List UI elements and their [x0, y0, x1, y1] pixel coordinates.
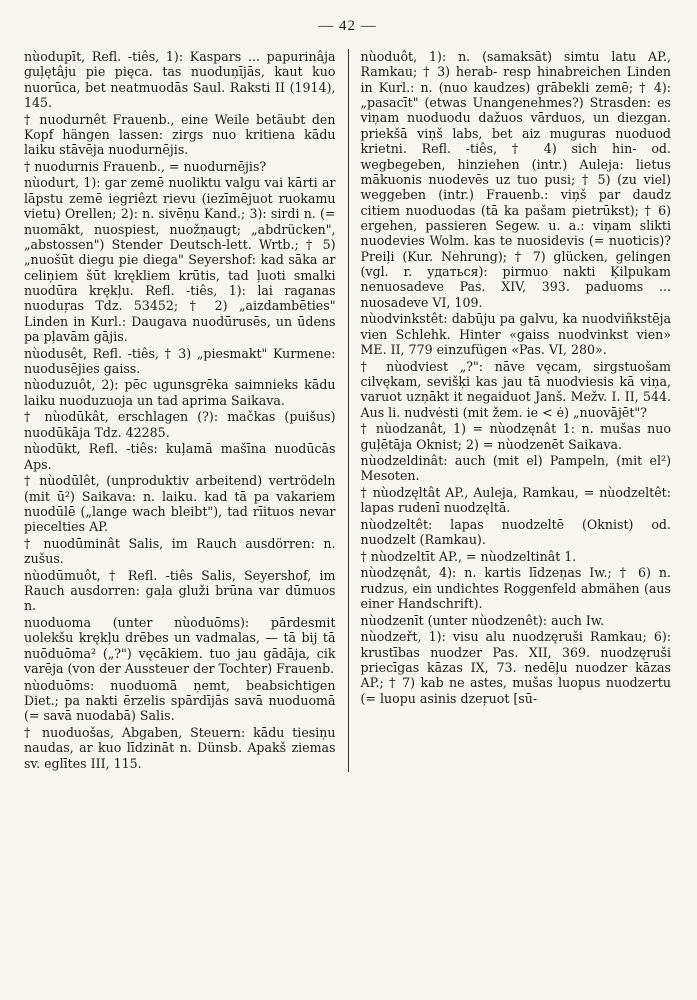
- dictionary-entry: nùodūmuôt, † Refl. -tiês Salis, Seyershof, im Rauch ausdorren: gaļa gluži brūna var dūmuos n.: [24, 567, 336, 614]
- dictionary-entry: nùoduōms: nuoduomā ņemt, beabsichtigen Diet.; pa nakti ērzelis spārdījās savā nuoduomā (= savā nuodabā) Salis.: [24, 677, 336, 724]
- dictionary-entry: † nuodūminât Salis, im Rauch ausdörren: n. zušus.: [24, 535, 336, 567]
- dictionary-entry: nùodūkt, Refl. -tiês: kuļamā mašīna nuodūcās Aps.: [24, 441, 336, 472]
- dictionary-entry: nùodzęnât, 4): n. kartis līdzeņas Iw.; † 6) n. rudzus, ein undichtes Roggenfeld abmähen (aus einer Handschrift).: [360, 565, 671, 612]
- dictionary-entry: † nùodviest „?": nāve vęcam, sirgstuošam cilvękam, sevišķi kas jau tā nuodviesis kā viņa, varuot uzņākt it negaiduot Janš. Mežv. I. II, 544. Aus li. nudvėsti (mit žem. ie < ė) „nuovājēt"?: [360, 358, 671, 420]
- dictionary-entry: nùodusêt, Refl. -tiês, † 3) „piesmakt" Kurmene: nuodusējies gaiss.: [24, 345, 336, 376]
- dictionary-entry: nùodzeldinât: auch (mit el) Pampeln, (mit el²) Mesoten.: [360, 453, 671, 484]
- dictionary-entry: † nùodzeltīt AP., = nùodzeltinât 1.: [360, 548, 577, 564]
- dictionary-entry: † nuoduošas, Abgaben, Steuern: kādu tiesiņu naudas, ar kuo līdzināt n. Dünsb. Apakš ziemas sv. eglītes III, 115.: [24, 724, 336, 771]
- dictionary-entry: † nùodzęltât AP., Auleja, Ramkau, = nùodzeltêt: lapas rudenī nuodzęltā.: [360, 485, 671, 516]
- dictionary-entry: † nùodūkât, erschlagen (?): mačkas (puišus) nuodūkāja Tdz. 42285.: [24, 409, 336, 440]
- columns: [24, 49, 671, 772]
- dictionary-entry: nuoduoma (unter nùoduōms): pārdesmit uolekšu krękļu drēbes un vadmalas, — tā bij tā nuōduōma² („?") vęcākiem. tuo jau gādāja, cik varēja (von der Aussteuer der Tochter) Frauenb.: [24, 615, 336, 677]
- dictionary-entry: nùodvinkstêt: dabūju pa galvu, ka nuodviñkstēja vien Schlehk. Hinter «gaiss nuodvinkst vien» ME. II, 779 einzufügen «Pas. VI, 280».: [360, 311, 671, 358]
- left-column: [24, 49, 348, 772]
- dictionary-entry: nùoduzuôt, 2): pēc ugunsgrēka saimnieks kādu laiku nuoduzuoja un tad aprima Saikava.: [24, 377, 336, 408]
- dictionary-entry: nùodzeltêt: lapas nuodzeltē (Oknist) od. nuodzelt (Ramkau).: [360, 516, 671, 548]
- dictionary-entry: † nùodzanât, 1) = nùodzęnât 1: n. mušas nuo guļētāja Oknist; 2) = nùodzenēt Saikava.: [360, 421, 671, 452]
- dictionary-entry: nùodzenīt (unter nùodzenêt): auch Iw.: [360, 612, 605, 628]
- dictionary-entry: † nuodurnis Frauenb., = nuodurnējis?: [24, 158, 267, 174]
- dictionary-entry: nùodzeřt, 1): visu alu nuodzęruši Ramkau; 6): krustības nuodzer Pas. XII, 369. nuodzęruši priecīgas kāzas IX, 73. nedēļu nuodzer kāzas AP.; † 7) kab ne astes, mušas luopus nuodzertu (= luopu asinis dzeŗuot [sū-: [360, 629, 671, 706]
- dictionary-entry: nùodurt, 1): gar zemē nuoliktu valgu vai kārti ar lāpstu zemē iegriêzt rievu (iezīmējuot ruokamu vietu) Orellen; 2): n. sivēņu Kand.; 3): sirdi n. (= nuomākt, nuospiest, nuožņaugt; „abdrücken", „abstossen") Stender Deutsch-lett. Wrtb.; † 5) „nuošūt diegu pie diega" Seyershof: kad sāka ar celiņiem šūt krękliem krūtis, tad ļuoti smalki nuodūra krękļu. Refl. -tiês, 1): lai raganas nuoduŗas Tdz. 53452; † 2) „aizdambēties" Linden in Kurl.: Daugava nuodūrusēs, un ūdens pa pļavām gājis.: [24, 175, 336, 345]
- dictionary-entry: nùoduôt, 1): n. (samaksāt) simtu latu AP., Ramkau; † 3) herab- resp hinabreichen Linden in Kurl.: n. (nuo kaudzes) grābekli zemē; † 4): „pasacīt" (etwas Unangenehmes?) Strasden: es viņam nuoduodu dažuos vārduos, un diezgan. priekšā viņš labs, bet aiz muguras nuoduod krietni. Refl. -tiês, † 4) sich hin- od. wegbegeben, hinziehen (intr.) Auleja: lietus mākuonis nuodevēs uz tuo pusi; † 5) (zu viel) weggeben (intr.) Frauenb.: viņš par daudz citiem nuoduodas (tā ka pašam pietrūkst); † 6) ergehen, passieren Segew. u. a.: viņam slikti nuodevies Wolm. kas te nuosidevis (= nuoticis)? Preiļi (Kur. Nehrung); † 7) glücken, gelingen (vgl. r. удаться): pirmuo nakti Ķilpukam nenuosadeve Pas. XIV, 393. paduoms ... nuosadeve VI, 109.: [360, 49, 671, 310]
- page-number: — 42 —: [318, 18, 377, 34]
- dictionary-entry: † nùodūlêt, (unproduktiv arbeitend) vertrödeln (mit ū²) Saikava: n. laiku. kad tā pa vakariem nuodūlē („lange wach bleibt"), tad rīituos nevar piecelties AP.: [24, 473, 336, 535]
- dictionary-entry: nùodupīt, Refl. -tiês, 1): Kaspars ... papurinâja guļętâju pie pięca. tas nuoduņījās, kaut kuo nuorūca, bet neatmuodās Saul. Raksti II (1914), 145.: [24, 49, 336, 111]
- right-column: [348, 49, 672, 772]
- dictionary-entry: † nuodurnêt Frauenb., eine Weile betäubt den Kopf hängen lassen: zirgs nuo kritiena kādu laiku stāvēja nuodurnējis.: [24, 111, 336, 158]
